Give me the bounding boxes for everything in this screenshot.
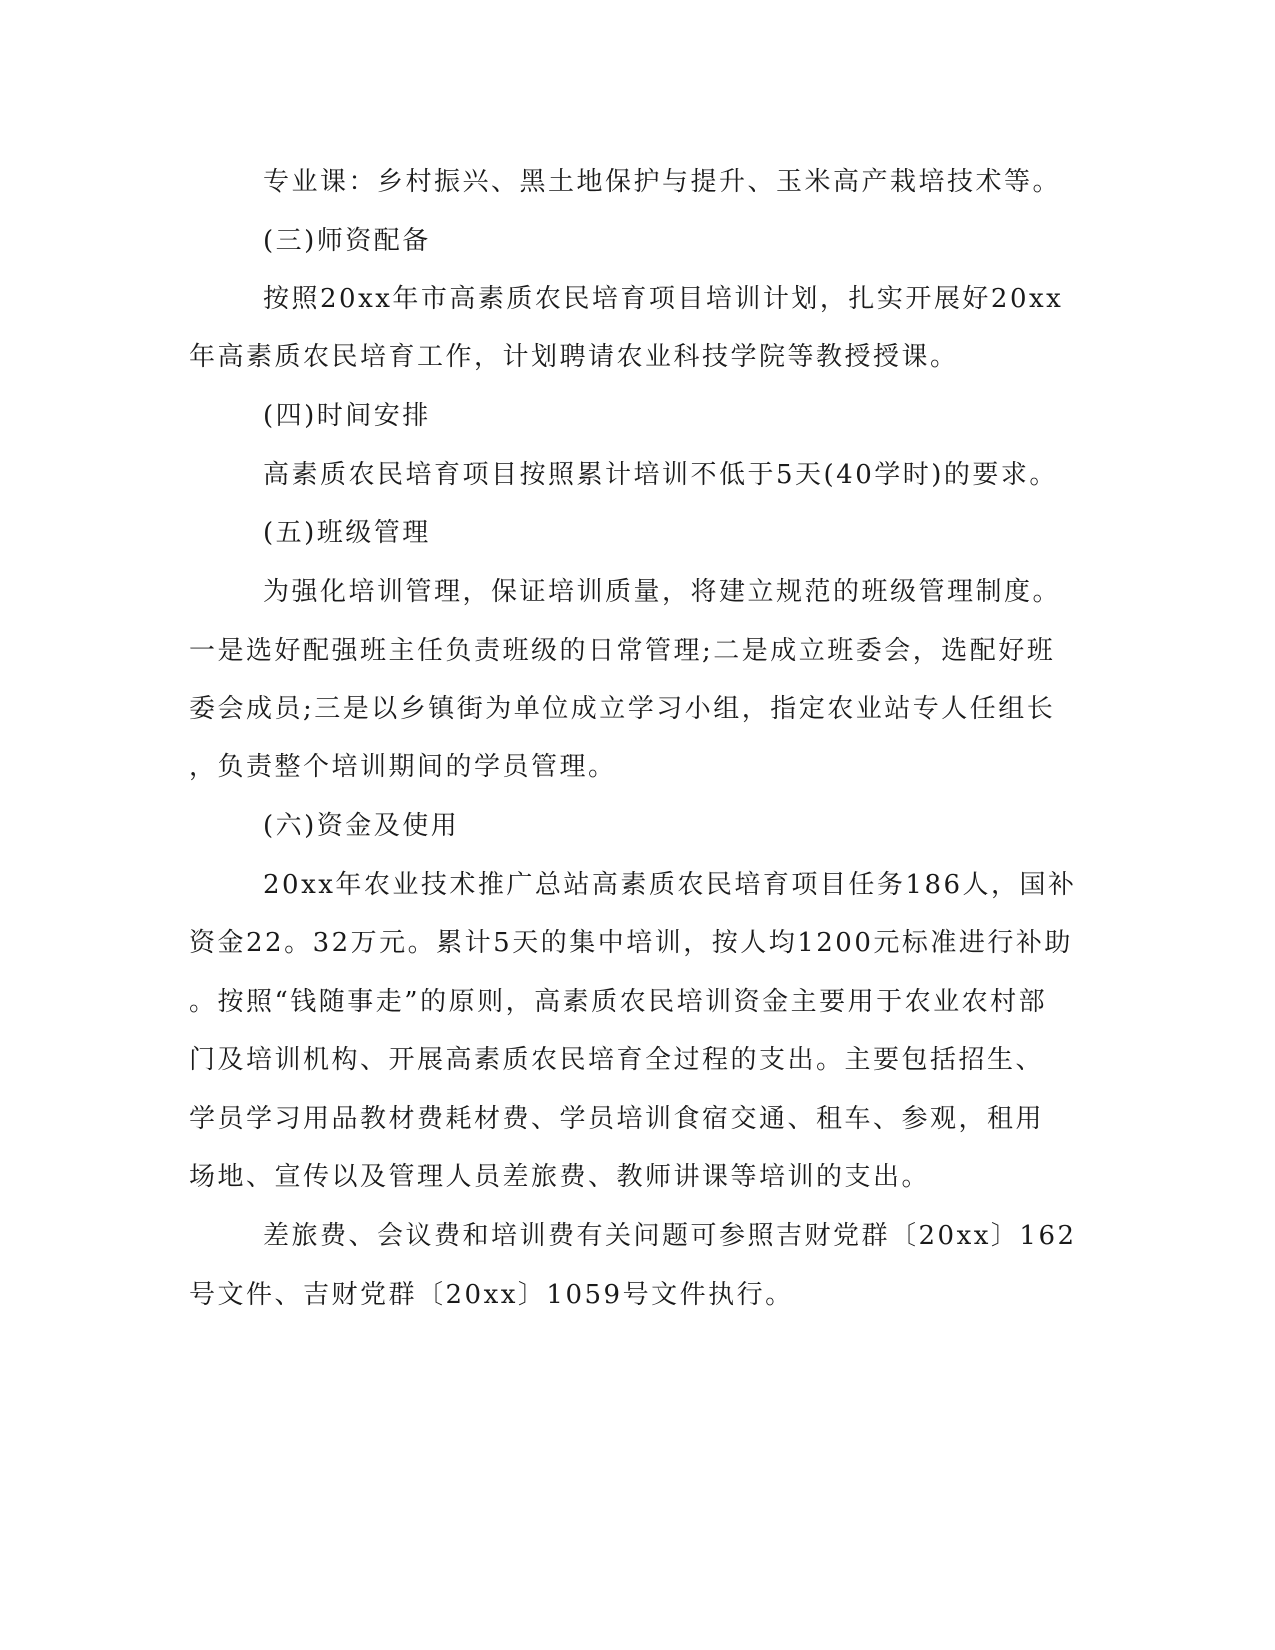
paragraph-line: ，负责整个培训期间的学员管理。: [189, 752, 617, 782]
section-heading-class-management: (五)班级管理: [263, 518, 431, 548]
paragraph-line: 学员学习用品教材费耗材费、学员培训食宿交通、租车、参观，租用: [189, 1104, 1045, 1134]
paragraph-line: 高素质农民培育项目按照累计培训不低于5天(40学时)的要求。: [263, 460, 1058, 490]
paragraph-line: 门及培训机构、开展高素质农民培育全过程的支出。主要包括招生、: [189, 1045, 1045, 1075]
paragraph-line: 年高素质农民培育工作，计划聘请农业科技学院等教授授课。: [189, 342, 959, 372]
paragraph-line: 20xx年农业技术推广总站高素质农民培育项目任务186人，国补: [263, 870, 1077, 900]
section-heading-funds: (六)资金及使用: [263, 811, 460, 841]
paragraph-line: 按照20xx年市高素质农民培育项目培训计划，扎实开展好20xx: [263, 284, 1064, 314]
paragraph-line: 资金22。32万元。累计5天的集中培训，按人均1200元标准进行补助: [189, 928, 1073, 958]
paragraph-line: 为强化培训管理，保证培训质量，将建立规范的班级管理制度。: [263, 577, 1062, 607]
paragraph-line: 委会成员;三是以乡镇街为单位成立学习小组，指定农业站专人任组长: [189, 694, 1056, 724]
paragraph-line: 一是选好配强班主任负责班级的日常管理;二是成立班委会，选配好班: [189, 636, 1056, 666]
paragraph-line: 差旅费、会议费和培训费有关问题可参照吉财党群〔20xx〕162: [263, 1221, 1077, 1251]
section-heading-schedule: (四)时间安排: [263, 401, 431, 431]
section-heading-teachers: (三)师资配备: [263, 226, 431, 256]
paragraph-line: 。按照“钱随事走”的原则，高素质农民培训资金主要用于农业农村部: [189, 987, 1048, 1017]
paragraph-line: 号文件、吉财党群〔20xx〕1059号文件执行。: [189, 1280, 794, 1310]
paragraph-line: 场地、宣传以及管理人员差旅费、教师讲课等培训的支出。: [189, 1162, 931, 1192]
paragraph-line-professional-course: 专业课：乡村振兴、黑土地保护与提升、玉米高产栽培技术等。: [263, 167, 1062, 197]
